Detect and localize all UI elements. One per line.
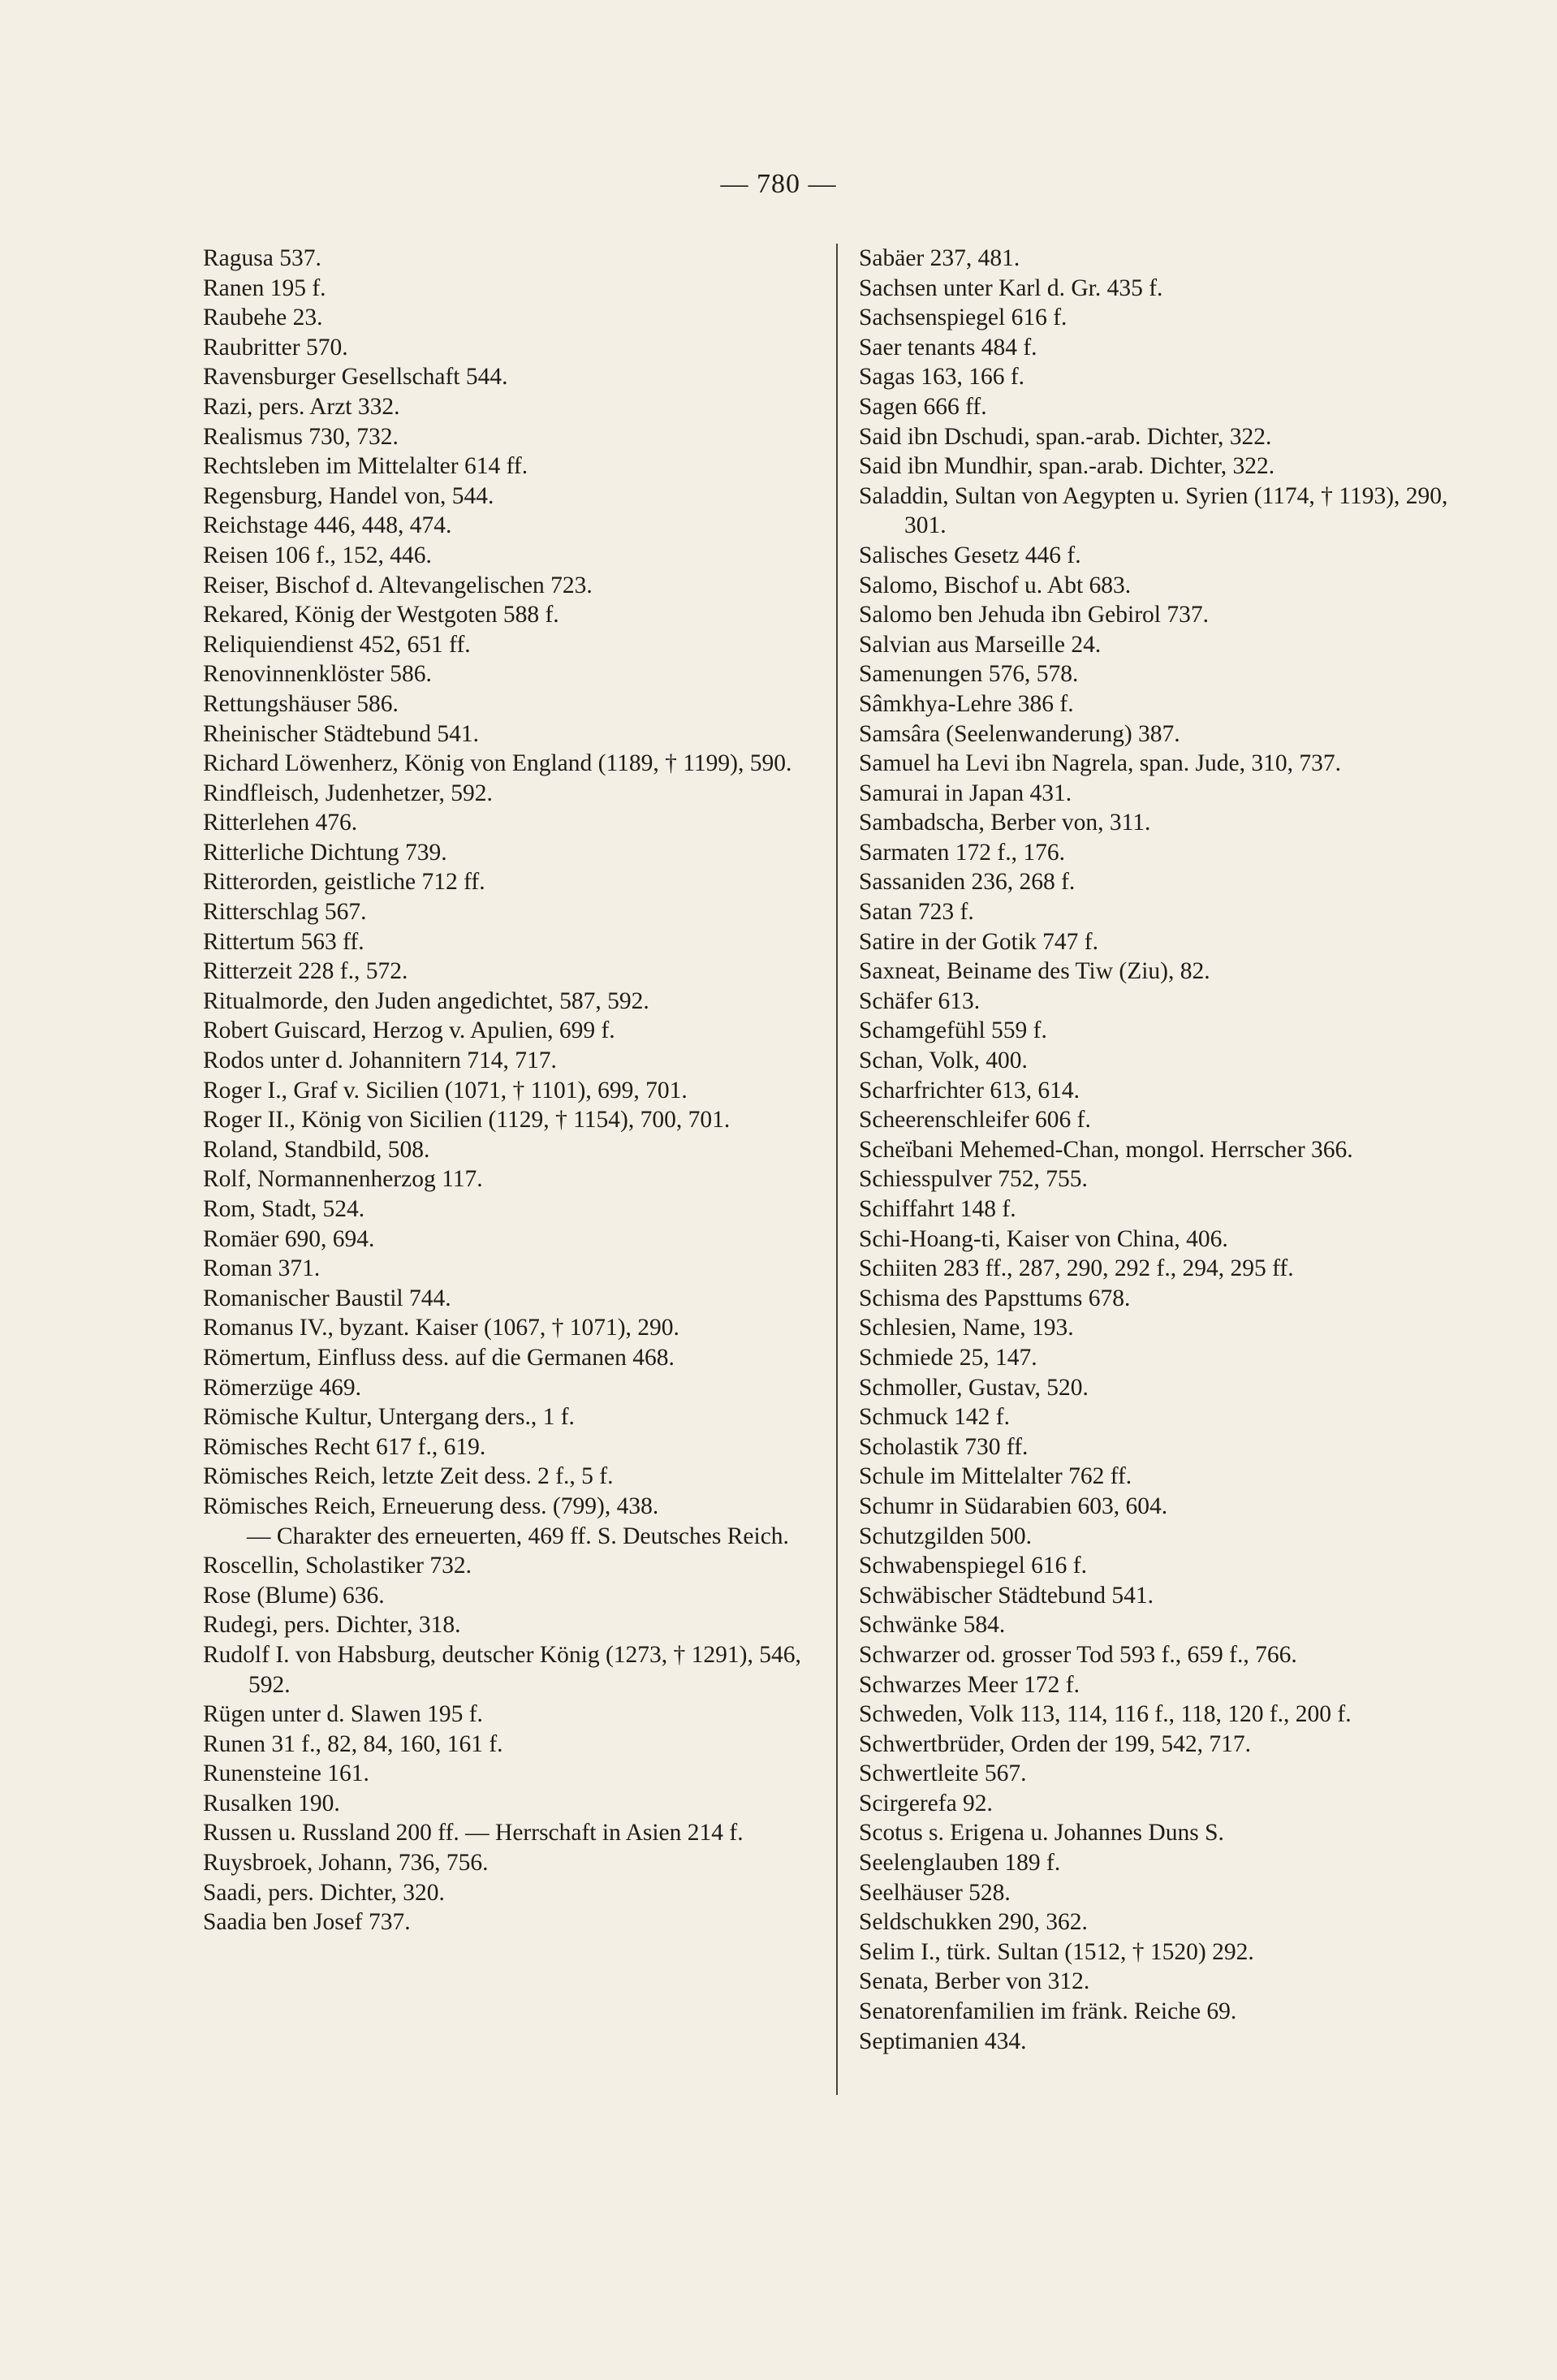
index-entry: Ritterzeit 228 f., 572. — [203, 958, 408, 985]
index-entry: Regensburg, Handel von, 544. — [203, 482, 494, 509]
index-entry: Schutzgilden 500. — [859, 1523, 1033, 1549]
index-entry: Römisches Reich, letzte Zeit dess. 2 f., 5 f. — [203, 1463, 614, 1490]
index-entry: Rheinischer Städtebund 541. — [203, 720, 480, 747]
index-entry: Samuel ha Levi ibn Nagrela, span. Jude, 310, 737. — [859, 750, 1341, 777]
index-entry: Richard Löwenherz, König von England (1189, † 1199), 590. — [203, 750, 792, 777]
index-entry: Salvian aus Marseille 24. — [859, 631, 1102, 658]
index-entry: Roscellin, Scholastiker 732. — [203, 1553, 472, 1579]
index-entry: Salisches Gesetz 446 f. — [859, 542, 1081, 568]
index-entry: Schwänke 584. — [859, 1612, 1006, 1639]
index-entry: Ritualmorde, den Juden angedichtet, 587, 592. — [203, 987, 649, 1014]
index-entry: Schäfer 613. — [859, 987, 981, 1014]
index-entry: Römisches Reich, Erneuerung dess. (799), 438. — [203, 1492, 659, 1519]
index-entry: Ritterliche Dichtung 739. — [203, 839, 447, 866]
index-entry: Samenungen 576, 578. — [859, 661, 1079, 688]
index-entry: Senata, Berber von 312. — [859, 1968, 1090, 1995]
index-entry: Rechtsleben im Mittelalter 614 ff. — [203, 453, 528, 480]
index-entry: Sachsen unter Karl d. Gr. 435 f. — [859, 274, 1163, 301]
page-number: — 780 — — [720, 169, 837, 199]
index-entry: Sagas 163, 166 f. — [859, 364, 1025, 391]
index-entry: Ritterorden, geistliche 712 ff. — [203, 869, 485, 896]
index-entry: Satan 723 f. — [859, 899, 974, 926]
index-entry: Sâmkhya-Lehre 386 f. — [859, 690, 1074, 717]
index-entry: Rettungshäuser 586. — [203, 690, 399, 717]
index-subentry: — Charakter des erneuerten, 469 ff. S. Deutsches Reich. — [247, 1523, 789, 1549]
index-entry: Runen 31 f., 82, 84, 160, 161 f. — [203, 1730, 503, 1757]
index-entry: Sachsenspiegel 616 f. — [859, 305, 1067, 331]
index-entry: Robert Guiscard, Herzog v. Apulien, 699 f. — [203, 1017, 615, 1044]
index-entry: Reliquiendienst 452, 651 ff. — [203, 631, 471, 658]
index-entry: Scharfrichter 613, 614. — [859, 1077, 1080, 1104]
index-entry: Rusalken 190. — [203, 1790, 340, 1816]
index-entry: Schwäbischer Städtebund 541. — [859, 1582, 1154, 1609]
index-entry: Scheerenschleifer 606 f. — [859, 1107, 1091, 1134]
index-entry: Sassaniden 236, 268 f. — [859, 869, 1076, 896]
index-entry: Schwabenspiegel 616 f. — [859, 1553, 1087, 1579]
index-entry: Schiiten 283 ff., 287, 290, 292 f., 294, 295 ff. — [859, 1255, 1294, 1282]
index-entry: Römisches Recht 617 f., 619. — [203, 1433, 486, 1460]
index-entry: Schi-Hoang-ti, Kaiser von China, 406. — [859, 1225, 1228, 1252]
index-entry: Schisma des Papsttums 678. — [859, 1285, 1131, 1311]
index-entry: Samsâra (Seelenwanderung) 387. — [859, 720, 1180, 747]
index-entry: Saadi, pers. Dichter, 320. — [203, 1879, 445, 1906]
index-entry: Rolf, Normannenherzog 117. — [203, 1166, 483, 1193]
index-entry: Roger I., Graf v. Sicilien (1071, † 1101), 699, 701. — [203, 1077, 688, 1104]
index-entry: Ragusa 537. — [203, 245, 321, 271]
index-entry: Reiser, Bischof d. Altevangelischen 723. — [203, 572, 593, 598]
index-entry: Septimanien 434. — [859, 2028, 1027, 2054]
index-entry: Renovinnenklöster 586. — [203, 661, 432, 688]
index-entry: Scirgerefa 92. — [859, 1790, 993, 1816]
index-entry: Schwertleite 567. — [859, 1760, 1027, 1787]
index-entry: Saladdin, Sultan von Aegypten u. Syrien (1174, † 1193), 290, 301. — [859, 482, 1448, 539]
index-entry: Schiffahrt 148 f. — [859, 1196, 1016, 1222]
index-entry: Raubritter 570. — [203, 334, 348, 361]
index-entry: Schmoller, Gustav, 520. — [859, 1374, 1089, 1401]
index-entry: Schmuck 142 f. — [859, 1404, 1010, 1431]
index-entry: Romanus IV., byzant. Kaiser (1067, † 1071), 290. — [203, 1315, 679, 1341]
index-entry: Reichstage 446, 448, 474. — [203, 512, 452, 539]
index-entry: Rose (Blume) 636. — [203, 1582, 385, 1609]
column-divider — [836, 244, 838, 2095]
index-entry: Salomo, Bischof u. Abt 683. — [859, 572, 1132, 598]
index-entry: Razi, pers. Arzt 332. — [203, 393, 400, 420]
index-column-right — [859, 244, 1490, 2056]
index-entry: Schmiede 25, 147. — [859, 1344, 1037, 1371]
index-entry: Schwertbrüder, Orden der 199, 542, 717. — [859, 1730, 1251, 1757]
index-entry: Seelenglauben 189 f. — [859, 1850, 1061, 1877]
index-entry: Realismus 730, 732. — [203, 423, 399, 450]
index-entry: Schlesien, Name, 193. — [859, 1315, 1074, 1341]
index-entry: Schiesspulver 752, 755. — [859, 1166, 1088, 1193]
index-entry: Salomo ben Jehuda ibn Gebirol 737. — [859, 602, 1209, 628]
index-entry: Rudegi, pers. Dichter, 318. — [203, 1612, 461, 1639]
index-entry: Rekared, König der Westgoten 588 f. — [203, 602, 559, 628]
index-entry: Raubehe 23. — [203, 305, 323, 331]
index-entry: Saadia ben Josef 737. — [203, 1909, 411, 1936]
index-entry: Rudolf I. von Habsburg, deutscher König (1273, † 1291), 546, 592. — [203, 1641, 801, 1698]
index-entry: Schwarzer od. grosser Tod 593 f., 659 f., 766. — [859, 1641, 1297, 1668]
index-entry: Scholastik 730 ff. — [859, 1433, 1029, 1460]
index-entry: Römerzüge 469. — [203, 1374, 361, 1401]
index-entry: Sambadscha, Berber von, 311. — [859, 810, 1151, 836]
index-entry: Schamgefühl 559 f. — [859, 1017, 1047, 1044]
index-entry: Reisen 106 f., 152, 446. — [203, 542, 432, 568]
index-entry: Russen u. Russland 200 ff. — Herrschaft in Asien 214 f. — [203, 1820, 744, 1847]
index-entry: Romäer 690, 694. — [203, 1225, 375, 1252]
index-entry: Rodos unter d. Johannitern 714, 717. — [203, 1047, 557, 1074]
index-entry: Ritterlehen 476. — [203, 810, 358, 836]
index-entry: Ruysbroek, Johann, 736, 756. — [203, 1850, 489, 1877]
index-entry: Seldschukken 290, 362. — [859, 1909, 1088, 1936]
index-entry: Runensteine 161. — [203, 1760, 369, 1787]
index-entry: Ranen 195 f. — [203, 274, 326, 301]
index-entry: Schwarzes Meer 172 f. — [859, 1671, 1080, 1698]
index-entry: Roger II., König von Sicilien (1129, † 1154), 700, 701. — [203, 1107, 731, 1134]
index-entry: Ritterschlag 567. — [203, 899, 367, 926]
index-entry: Saxneat, Beiname des Tiw (Ziu), 82. — [859, 958, 1210, 985]
index-entry: Rügen unter d. Slawen 195 f. — [203, 1701, 483, 1728]
index-entry: Römertum, Einfluss dess. auf die Germanen 468. — [203, 1344, 675, 1371]
index-entry: Schumr in Südarabien 603, 604. — [859, 1492, 1168, 1519]
index-entry: Roland, Standbild, 508. — [203, 1136, 430, 1163]
index-entry: Rindfleisch, Judenhetzer, 592. — [203, 780, 493, 806]
index-entry: Sarmaten 172 f., 176. — [859, 839, 1065, 866]
index-column-left — [203, 244, 820, 1937]
index-entry: Satire in der Gotik 747 f. — [859, 928, 1098, 955]
index-entry: Roman 371. — [203, 1255, 321, 1282]
index-entry: Scheïbani Mehemed-Chan, mongol. Herrscher 366. — [859, 1136, 1353, 1163]
index-entry: Römische Kultur, Untergang ders., 1 f. — [203, 1404, 575, 1431]
index-entry: Said ibn Mundhir, span.-arab. Dichter, 322. — [859, 453, 1275, 480]
index-entry: Romanischer Baustil 744. — [203, 1285, 451, 1311]
index-entry: Selim I., türk. Sultan (1512, † 1520) 292. — [859, 1938, 1254, 1965]
index-entry: Saer tenants 484 f. — [859, 334, 1037, 361]
index-entry: Sagen 666 ff. — [859, 393, 987, 420]
index-entry: Ravensburger Gesellschaft 544. — [203, 364, 508, 391]
index-entry: Sabäer 237, 481. — [859, 245, 1020, 271]
index-entry: Said ibn Dschudi, span.-arab. Dichter, 322. — [859, 423, 1272, 450]
index-entry: Rom, Stadt, 524. — [203, 1196, 365, 1222]
index-entry: Samurai in Japan 431. — [859, 780, 1072, 806]
index-entry: Seelhäuser 528. — [859, 1879, 1011, 1906]
index-entry: Rittertum 563 ff. — [203, 928, 364, 955]
index-entry: Scotus s. Erigena u. Johannes Duns S. — [859, 1820, 1224, 1847]
index-entry: Schule im Mittelalter 762 ff. — [859, 1463, 1132, 1490]
index-entry: Schan, Volk, 400. — [859, 1047, 1028, 1074]
index-entry: Schweden, Volk 113, 114, 116 f., 118, 120 f., 200 f. — [859, 1701, 1352, 1728]
index-entry: Senatorenfamilien im fränk. Reiche 69. — [859, 1998, 1237, 2025]
